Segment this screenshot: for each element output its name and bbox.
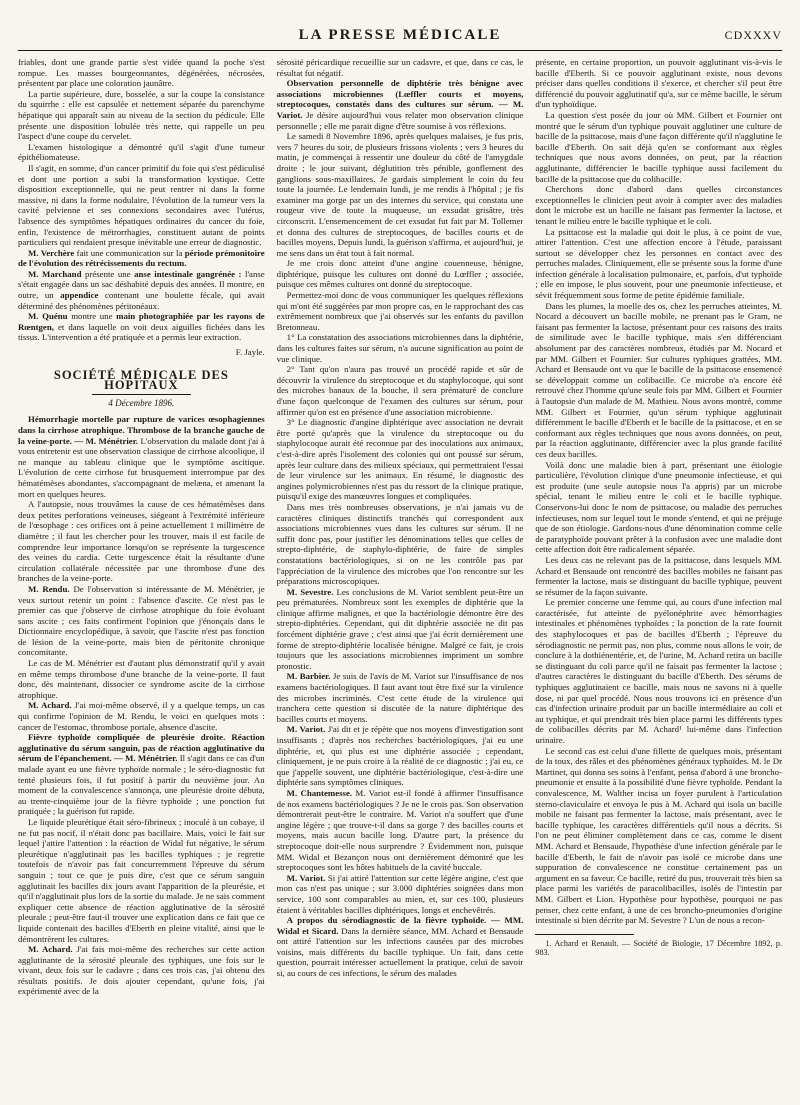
paragraph: Il s'agit, en somme, d'un cancer primitif du foie qui s'est pédiculisé et dont une portion a subi la transformation kystique. Cette disposition exceptionnelle, qui ne peut rentrer ni dans la forme massive, ni dans la forme nodulaire, l'évolution de la tumeur vers la cavité pelvienne et ses connexions secondaires avec l'utérus, l'absence des symptômes hépatiques ordinaires du cancer du foie, enfin, l'existence de métrorrhagies, constituent autant de points particuliers qui rendaient presque inévitable une erreur de diagnostic. bbox=[18, 162, 265, 248]
communication-title: main photographiée par les rayons de Rœntgen, bbox=[18, 311, 265, 332]
paragraph: Je me crois donc atteint d'une angine couenneuse, bénigne, diphtérique, puisque les cultures ont donné du Lœffler ; associée, puisque ces mêmes cultures ont donné du streptocoque. bbox=[276, 258, 524, 290]
paragraph-text: Il s'agit dans ce cas d'un malade ayant eu une fièvre typhoïde normale ; le séro-diagnostic fut tenté plusieurs fois, il fut positif à partir du neuvième jour. Au moment de la convalescence s'annonça, une pleurésie droite débuta, au trente-cinquième jour de la fièvre typhoïde ; une ponction fut pratiquée ; la guérison fut rapide. bbox=[18, 753, 265, 817]
speaker-name: M. Rendu. bbox=[28, 583, 70, 594]
paragraph bbox=[18, 732, 265, 817]
paragraph: 3° Le diagnostic d'angine diphtérique avec association ne devrait être porté qu'après que la virulence du streptocoque ou du staphylocoque aurait été reconnue par des inoculations aux animaux, c'est-à-dire après l'isolement des colonies qui ont poussé sur sérum, après leur culture dans des milieux spéciaux, qui permettraient l'essai de leur virulence sur les animaux. En résumé, le diagnostic des angines polymicrobiennes n'est pas du ressort de la clinique pratique, puisqu'il exige des manœuvres longues et compliquées. bbox=[276, 417, 524, 502]
communication-title: Hémorrhagie mortelle par rupture de varices œsophagiennes dans la cirrhose atrophique. Thrombose de la branche gauche de la veine-porte. — M. Ménétrier. bbox=[18, 414, 265, 446]
communication-title: Observation personnelle de diphtérie très bénigne avec associations microbiennes (Lœffler courts et moyens, streptocoques, constatés dans des cultures sur sérum. — M. Variot. bbox=[276, 78, 524, 120]
paragraph: Le samedi 8 Novembre 1896, après quelques malaises, je fus pris, vers 7 heures du soir, de plusieurs frissons violents ; vers 3 heures du matin, je commençai à ressentir une douleur du côté de l'amygdale droite ; le jour suivant, déglutition très pénible, gonflement des ganglions sous-maxillaires. Je gardais simplement le coin du feu toute la journée. Le lendemain lundi, je me rendis à l'hôpital ; je fis examiner ma gorge par un des internes du service, qui constata une rougeur vive de toute la muqueuse, un exsudat grisâtre, très circonscrit. L'ensemencement de cet exsudat fut fait par M. Tollemer et donna des cultures de streptocoques, de bacilles courts et de bacilles moyens. Depuis lundi, la guérison s'affirma, et aujourd'hui, je me sens dans un état tout à fait normal. bbox=[276, 131, 524, 258]
paragraph: Le premier concerne une femme qui, au cours d'une infection mal caractérisée, fut atteinte de pyélonéphrite avec hémorrhagies intestinales et phénomènes typhoïdes ; la ponction de la rate fournit des staphylocoques et pas de bacilles d'Eberth ; l'épreuve du sérodiagnostic ne permit pas, non plus, comme nous allons le voir, de conclure à la dothiénentérie, et, de l'urine, M. Achard retira un bacille se distinguant du coli parce qu'il ne faisait pas fermenter la lactose ; d'autres caractères le distinguant du bacille d'Eberth. Des sérums de typhiques agglutinaient ce bacille, mais nous ne savons ni à quelle dose, ni par quel procédé. Nous nous trouvons ici en présence d'un cas d'infection urinaire produit par un bacille intermédiaire au coli et au typhique, et qui prendrait très bien place parmi les différents types de colibacilles décrits par M. Achard¹ lui-même dans l'infection urinaire. bbox=[535, 597, 783, 745]
journal-title: LA PRESSE MÉDICALE bbox=[298, 27, 502, 43]
column-middle bbox=[277, 57, 524, 1097]
paragraph bbox=[277, 788, 524, 873]
speaker-name: M. Achard. bbox=[28, 700, 72, 711]
paragraph: L'examen histologique a démontré qu'il s'agit d'une tumeur épithéliomateuse. bbox=[18, 141, 265, 163]
section-divider bbox=[92, 394, 191, 395]
paragraph-text: M. Variot est-il fondé à affirmer l'insuffisance de nos examens bactériologiques ? Je ne le crois pas. Son observation démontrerait peut-être le contraire. M. Variot n'a souffert que d'une angine légère ; que trouve-t-il dans sa gorge ? des bacilles courts et moyens, mais aucun bacille long. D'autre part, la présence du streptocoque doit-elle nous surprendre ? Évidemment non, puisque MM. Widal et Bezançon nous ont dernièrement démontré que les streptocoques sont les hôtes habituels de la cavité buccale. bbox=[276, 787, 524, 873]
paragraph bbox=[18, 269, 265, 311]
article-columns bbox=[18, 57, 782, 1097]
speaker-name: M. Quénu bbox=[28, 311, 68, 322]
paragraph: sérosité péricardique recueillie sur un cadavre, et que, dans ce cas, le résultat fut négatif. bbox=[276, 57, 524, 78]
section-title: SOCIÉTÉ MÉDICALE DES HOPITAUX bbox=[53, 367, 229, 393]
speaker-name: M. Marchand bbox=[28, 268, 82, 279]
paragraph-text: J'ai dit et je répète que nos moyens d'investigation sont insuffisants ; d'après nos recherches bactériologiques, j'ai eu une diphtérie, et, qui plus est une diphtérie associée ; cependant, cliniquement, je ne puis croire à la réalité de ce diagnostic ; j'ai eu, ce que j'appelle souvent, une diphtérie bactériologique, c'est-à-dire une diphtérie sans symptômes cliniques. bbox=[276, 724, 524, 788]
communication-title: Fièvre typhoïde compliquée de pleurésie droite. Réaction agglutinative du sérum sanguin, pas de réaction agglutinative du sérum de l'épanchement. — M. Ménétrier. bbox=[18, 732, 265, 764]
author-signature: F. Jayle. bbox=[235, 347, 265, 358]
paragraph: Les deux cas ne relevant pas de la psittacose, dans lesquels MM. Achard et Bensaude ont rencontré des bacilles mobiles ne faisant pas fermenter la lactose, mais se distinguant du bacille typhique, peuvent se résumer de la façon suivante. bbox=[535, 554, 783, 597]
paragraph-text: et dans laquelle on voit deux aiguilles fichées dans les tissus. L'intervention a été pratiquée et a permis leur extraction. bbox=[18, 321, 265, 343]
paragraph bbox=[277, 671, 524, 724]
paragraph: Cherchons donc d'abord dans quelles circonstances exceptionnelles le clinicien peut avoir à compter avec des maladies dont le microbe est un bacille ne faisant pas fermenter la lactose, et tenant le milieu entre le bacille typhique et le coli. bbox=[535, 184, 783, 226]
paragraph: présente, en certaine proportion, un pouvoir agglutinant vis-à-vis le bacille d'Eberth. Si ce pouvoir agglutinant existe, nous devons préciser dans quelles conditions il s'exerce, et chercher s'il peut être différencié du pouvoir agglutinatif qu'a, sur ce même bacille, le sérum d'un typhoïdique. bbox=[535, 57, 783, 110]
paragraph: Permettez-moi donc de vous communiquer les quelques réflexions qui m'ont été suggérées par mon propre cas, en le rapprochant des cas extrêmement nombreux que j'ai observés sur les enfants du pavillon Bretonneau. bbox=[276, 290, 524, 332]
paragraph-text: Je suis de l'avis de M. Variot sur l'insuffisance de nos examens bactériologiques. Il faut avant tout être fixé sur la virulence des microbes incriminés. C'est cette étude de la virulence qui tranchera cette question si discutée de la nature diphtérique des bacilles courts et moyens. bbox=[276, 671, 524, 724]
paragraph bbox=[277, 724, 524, 788]
paragraph-text: montre une bbox=[71, 311, 113, 322]
page-header bbox=[18, 22, 782, 51]
paragraph-text: Je désire aujourd'hui vous relater mon observation clinique personnelle ; elle me parait digne d'être soumise à vos réflexions. bbox=[276, 109, 524, 131]
paragraph bbox=[18, 584, 265, 658]
paragraph: La partie supérieure, dure, bosselée, a sur la coupe la consistance du squirrhe : elle est capsulée et nettement séparée du parenchyme hépatique qui apparaît sain au niveau de la section du pédicule. Elle présente une disposition lobulée très nette, qui rappelle un peu l'aspect d'une coupe du cervelet. bbox=[18, 88, 265, 142]
paragraph bbox=[18, 944, 265, 997]
paragraph-text: De l'observation si intéressante de M. Ménétrier, je veux surtout retenir un point : l'absence d'ascite. Ce n'est pas le premier cas que j'observe de cirrhose atrophique du foie évoluant sans ascite ; ces faits confirment l'opinion que j'énonçais dans le Dictionnaire encyclopédique, à savoir, que l'ascite n'est pas fonction de lésion de la veine-porte, mais bien de péritonite chronique concomitante. bbox=[18, 583, 265, 658]
footnote: 1. Achard et Renault. — Société de Biologie, 17 Décembre 1892, p. 983. bbox=[535, 938, 783, 958]
page-number: CDXXXV bbox=[724, 28, 782, 42]
paragraph: A l'autopsie, nous trouvâmes la cause de ces hématémèses dans deux petites perforations veineuses, siégeant à l'extrémité inférieure de l'œsophage : ces orifices ont à peine actuellement 1 millimètre de diamètre ; il faut les chercher pour les trouver, mais il est facile de comprendre leur importance lorsqu'on se représente la turgescence des veines du cardia. Cette turgescence était la résultante d'une circulation collatérale nécessitée par une thrombose d'une des branches de la veine-porte. bbox=[18, 499, 265, 584]
speaker-name: M. Verchère bbox=[28, 247, 75, 258]
paragraph-text: présente une bbox=[85, 268, 131, 279]
paragraph-text: fait une communication sur la bbox=[76, 247, 183, 258]
speaker-name: M. Variot. bbox=[286, 724, 326, 735]
communication-title: période prémonitoire de l'évolution des rétrécissements du rectum. bbox=[18, 247, 265, 269]
communication-title: A propos du sérodiagnostic de la fièvre typhoïde. — MM. Widal et Sicard. bbox=[276, 915, 524, 936]
speaker-name: M. Sevestre. bbox=[286, 586, 334, 597]
paragraph bbox=[277, 873, 524, 915]
paragraph-text: J'ai moi-même observé, il y a quelque temps, un cas qui confirme l'opinion de M. Rendu, le voici en quelques mots : cancer de l'estomac, thrombose portale, absence d'ascite. bbox=[18, 700, 265, 732]
paragraph-text: Si j'ai attiré l'attention sur cette légère angine, c'est que mon cas n'est pas unique ; sur 3.000 diphtéries soignées dans mon service, 100 sont comparables au mien, et, sur ces 100, plusieurs étaient à véritables bacilles diphtériques, longs et enchevêtrés. bbox=[276, 872, 524, 915]
speaker-name: M. Achard. bbox=[28, 944, 73, 955]
paragraph-text: Les conclusions de M. Variot semblent peut-être un peu prématurées. Nombreux sont les exemples de diphtérie que la clinique affirme malignes, et que la bactériologie démontre être des strepto-diphtéries. Cependant, qui dit diphtérie associée ne dit pas forcément diphtérie grave ; c'est ainsi que j'ai écrit dernièrement une forme de strepto-diphtérie localisée bénigne. Malgré ce fait, je crois toujours que les associations microbiennes impriment un sombre pronostic. bbox=[276, 586, 524, 671]
paragraph-text: l'anse s'était engagée dans un sac déshabité depuis des années. Il montre, en outre, un bbox=[18, 268, 265, 301]
speaker-name: M. Barbier. bbox=[286, 671, 331, 682]
paragraph-text: Dans la dernière séance, MM. Achard et Bensaude ont attiré l'attention sur les infections causées par des microbes voisins, mais différents du bacille typhique. Un fait, dans cette question, pourrait intéresser actuellement la pratique, celui de savoir si, au cours de ces infections, le sérum des malades bbox=[276, 925, 524, 979]
paragraph bbox=[277, 587, 524, 672]
paragraph: La question s'est posée du jour où MM. Gilbert et Fournier ont montré que le sérum d'un typhique pouvait agglutiner une culture de bacille de la psittacose, mais d'une façon différente qu'il n'agglutine le bacille d'Eberth. On sait déjà qu'en se conformant aux règles techniques que nous avons données, on peut, par la réaction agglutinante, différencier le bacille typhique aussi facilement du bacille de la psittacose que du colibacille. bbox=[535, 109, 783, 184]
paragraph bbox=[18, 311, 265, 343]
paragraph: friables, dont une grande partie s'est vidée quand la poche s'est rompue. Les masses bourgeonnantes, dégénérées, nécrosées, présentent par place une coloration jaunâtre. bbox=[18, 57, 265, 89]
paragraph-text: L'observation du malade dont j'ai à vous entretenir est une observation classique de cirrhose alcoolique, il ne manque au tableau clinique que le symptôme ascitique. L'évolution de cette cirrhose fut brusquement interrompue par des hématémèses abondantes, s'accompagnant de melæna, et amenant la mort en quelques heures. bbox=[18, 435, 265, 499]
communication-title: anse intestinale gangrénée : bbox=[134, 268, 242, 279]
paragraph: La psittacose est la maladie qui doit le plus, à ce point de vue, attirer l'attention. C'est une affection encore à l'étude, paraissant surtout se développer chez les personnes en contact avec des perruches malades. Cliniquement, elle se présente sous la forme d'une infection générale à localisation pulmonaire, et, parfois, d'ut typhoïde ; elle en impose, le plus souvent, pour une pneumonie infectieuse, et sévit fréquemment sous forme de petite épidémie familiale. bbox=[535, 226, 783, 301]
paragraph: Le second cas est celui d'une fillette de quelques mois, présentant de la toux, des râles et des phénomènes généraux typhoïdes. M. le Dr Martinet, qui donna ses soins à l'enfant, pensa d'abord à une broncho-pneumonie et ensuite à la possibilité d'une fièvre typhoïde. Pendant la convalescence, M. Walther incisa un foyer purulent à l'articulation sterno-claviculaire et envoya le pus à M. Achard qui isola un bacille mobile ne faisant pas fermenter la lactose, mais présentant, avec le bacille typhique, les caractères différentiels qu'il nous a décrits. Si l'on ne peut éliminer complètement dans ce cas, comme le disent MM. Achard et Bensaude, l'hypothèse d'une infection générale par le bacille d'Eberth, le fait de n'avoir pas isolé ce microbe dans une suppuration de convalescence ne constitue certainement pas un argument en sa faveur. Ce bacille, retiré du pus, trouverait très bien sa place parmi les variétés de paracolibacilles, isolés de l'intestin par MM. Gilbert et Lion. Hypothèse pour hypothèse, pourquoi ne pas penser, chez cette enfant, à une de ces broncho-pneumonies d'origine intestinale si bien décrite par M. Sevestre ? L'un de nous a recon- bbox=[535, 745, 783, 926]
footnote-divider bbox=[535, 934, 634, 935]
paragraph: Le cas de M. Ménétrier est d'autant plus démonstratif qu'il y avait en même temps thrombose d'une branche de la veine-porte. Il faut donc, dès maintenant, dissocier ce syndrome ascite de la cirrhose atrophique. bbox=[18, 658, 265, 700]
column-right bbox=[535, 57, 782, 1097]
paragraph: Dans mes très nombreuses observations, je n'ai jamais vu de caractères cliniques distinctifs tranchés qui correspondent aux associations microbiennes vues dans les cultures sur sérum. Il ne suffit donc pas, pour justifier les dénominations telles que celles de strepto-diphtérie, de staphylo-diphtérie, de faire de simples constatations bactériologiques, si on ne les contrôle pas par l'appréciation de la virulence des microbes que l'on rencontre sur les préparations microscopiques. bbox=[276, 501, 524, 587]
speaker-name: M. Chantemesse. bbox=[286, 787, 353, 798]
section-date: 4 Décembre 1896. bbox=[108, 397, 175, 408]
paragraph bbox=[18, 700, 265, 732]
paragraph bbox=[18, 414, 265, 499]
paragraph bbox=[277, 915, 524, 979]
column-left bbox=[18, 57, 265, 1097]
paragraph-text: J'ai fais moi-même des recherches sur cette action agglutinante de la sérosité pleurale des typhiques, une fois sur le vivant, deux fois sur le cadavre ; dans ces trois cas, j'ai obtenu des résultats positifs. Je dois ajouter cependant, qu'une fois, j'ai expérimenté avec de la bbox=[18, 944, 265, 997]
paragraph: Voilà donc une maladie bien à part, présentant une étiologie particulière, l'évolution clinique d'une pneumonie infectieuse, et qui est produite (une seule autopsie nous l'a appris) par un microbe spécial, tenant le milieu entre le coli et le bacille typhique. Conservons-lui donc le nom de psittacose, ou maladie des perruches infectieuses, nom sur lequel tout le monde s'entend, et qui ne préjuge que de son étiologie. Gardons-nous d'une dénomination comme celle de paratyphoïde pouvant prêter à la confusion avec une maladie dont cette affection doit être radicalement séparée. bbox=[535, 459, 783, 555]
speaker-name: M. Variot. bbox=[286, 872, 326, 883]
paragraph-text: contenant une boulette fécale, qui avait déterminé des phénomènes péritonéaux. bbox=[18, 290, 265, 311]
communication-title: appendice bbox=[60, 290, 99, 301]
paragraph: Le liquide pleurétique était séro-fibrineux ; inoculé à un cobaye, il ne fut pas nocif, il n'était donc pas bacillaire. Mais, voici le fait sur lequel j'attire l'attention : la réaction de Widal fut négative, le sérum pleurétique n'agglutinait pas les bacilles typhiques ; je regrette toutefois de n'avoir pas fait concurremment l'épreuve du sérum sanguin ; tout ce que je puis dire, c'est que ce sérum sanguin agglutinait les bacilles dix jours avant l'apparition de la pleurésie, et qu'il n'agglutinait plus lors de la sortie du malade. Je ne sais comment expliquer cette absence de réaction agglutinative de la sérosité pleurale ; peut-être faut-il trouver une explication dans ce fait que ce liquide contenait des bacilles d'Eberth en pleine vitalité, ainsi que le démontrèrent les cultures. bbox=[18, 816, 265, 944]
paragraph: 1° La constatation des associations microbiennes dans la diphtérie, dans les cultures faites sur sérum, n'a aucune signification au point de vue clinique. bbox=[276, 332, 524, 364]
paragraph bbox=[18, 248, 265, 269]
paragraph bbox=[277, 78, 524, 131]
paragraph: 2° Tant qu'on n'aura pas trouvé un procédé rapide et sûr de découvrir la virulence du streptocoque et du staphylocoque, qui sont des microbes banaux de la bouche, il sera prématuré de conclure d'une façon quelconque de l'examen des cultures sur sérum, pour affirmer qu'on est en présence d'une association microbienne. bbox=[276, 364, 524, 417]
paragraph: Dans les plumes, la moelle des os, chez les perruches atteintes, M. Nocard a découvert un bacille mobile, ne prenant pas le Gram, ne faisant pas fermenter la lactose, présentant pour ces raisons des traits de similitude avec le bacille typhique, mais s'en différenciant absolument par des caractères nombreux, étudiés par M. Nocard et par MM. Gilbert et Fournier. Sur cultures typhiques grattées, MM. Achard et Bensaude ont vu que le bacille de la psittacose ensemencé se développait comme un colibacille. Ce microbe n'a encore été retrouvé chez l'homme qu'une seule fois par MM. Gilbert et Fournier à l'autopsie d'un malade de M. Mathieu. Nous avons montré, comme MM. Gilbert et Fournier, qu'un sérum typhique agglutinait différemment le bacille d'Eberth et le bacille de la psittacose, et en se conformant aux règles techniques que nous avons données, on peut, par la réaction agglutinante, différencier avec la plus grande facilité ces deux bacilles. bbox=[535, 300, 783, 459]
